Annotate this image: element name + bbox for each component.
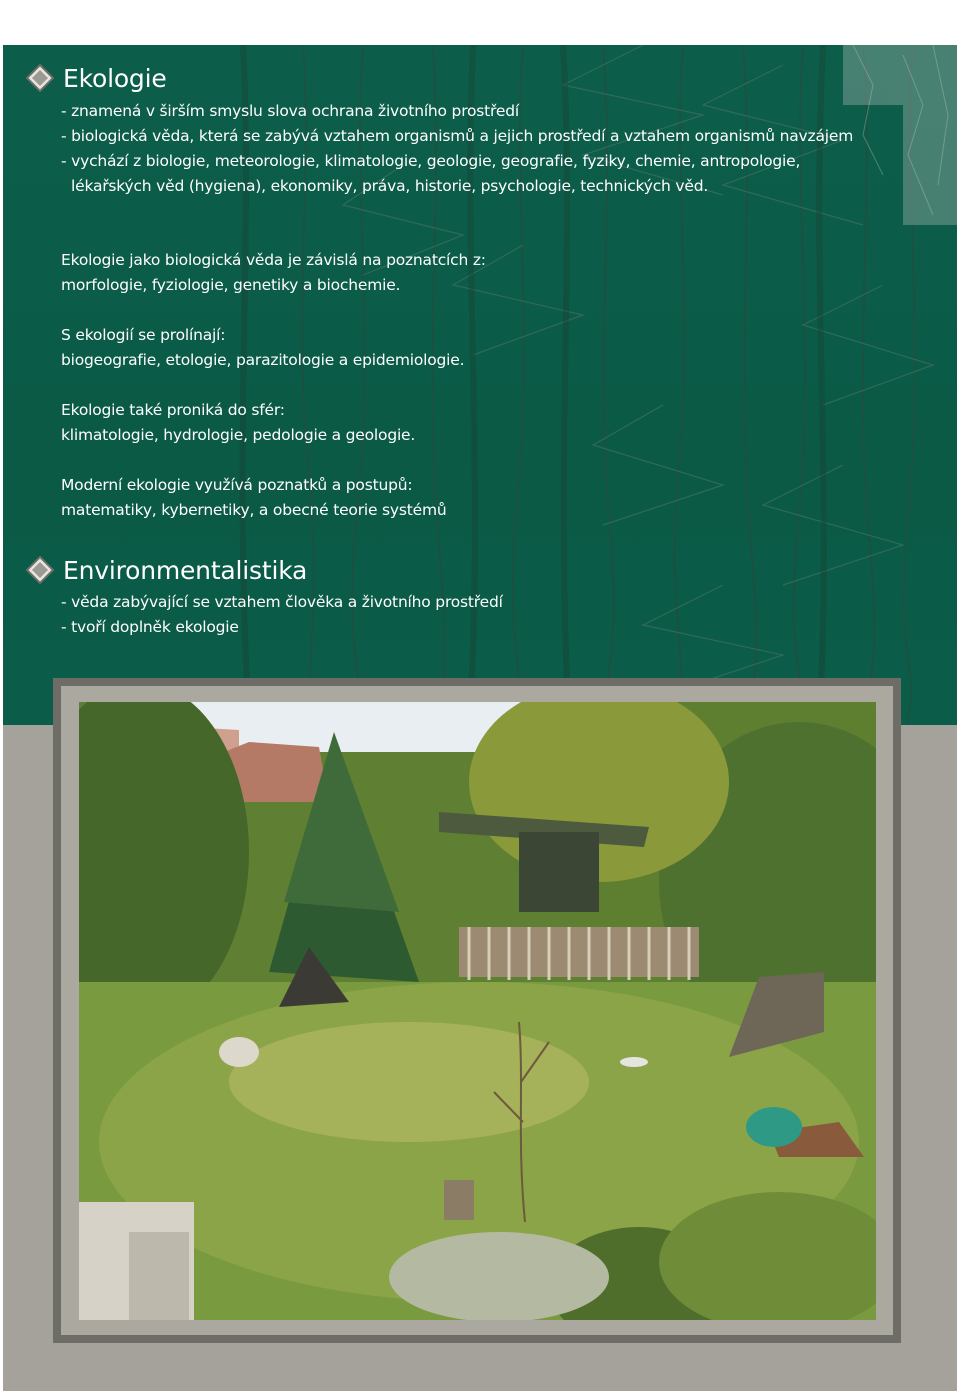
paragraph-overlap xyxy=(61,323,464,373)
environmentalism-title: Environmentalistika xyxy=(63,555,308,585)
paragraph-content: biogeografie, etologie, parazitologie a epidemiologie. xyxy=(61,351,465,369)
paragraph-content: klimatologie, hydrologie, pedologie a geologie. xyxy=(61,426,416,444)
paragraph-intro: Ekologie také proniká do sfér: xyxy=(61,401,285,419)
environmentalism-line-1: - věda zabývající se vztahem člověka a životního prostředí xyxy=(61,593,503,611)
paragraph-intro: S ekologií se prolínají: xyxy=(61,326,226,344)
ecology-definition-list xyxy=(61,99,853,199)
paragraph-content: matematiky, kybernetiky, a obecné teorie systémů xyxy=(61,501,447,519)
page xyxy=(3,45,957,1391)
ecology-heading xyxy=(25,63,167,93)
environmentalism-list xyxy=(61,590,503,640)
paragraph-intro: Moderní ekologie využívá poznatků a postupů: xyxy=(61,476,413,494)
text-content xyxy=(3,45,957,725)
ecology-line-3: - vychází z biologie, meteorologie, klimatologie, geologie, geografie, fyziky, chemie, antropologie, xyxy=(61,152,801,170)
ecology-line-1: - znamená v širším smyslu slova ochrana životního prostředí xyxy=(61,102,519,120)
paragraph-spheres xyxy=(61,398,415,448)
green-header-band xyxy=(3,45,957,725)
garden-photo xyxy=(79,702,876,1320)
paragraph-intro: Ekologie jako biologická věda je závislá na poznatcích z: xyxy=(61,251,486,269)
diamond-bullet-icon xyxy=(25,555,55,585)
ecology-line-2: - biologická věda, která se zabývá vztahem organismů a jejich prostředí a vztahem organismů navzájem xyxy=(61,127,854,145)
ecology-line-4: lékařských věd (hygiena), ekonomiky, práva, historie, psychologie, technických věd. xyxy=(71,177,709,195)
environmentalism-heading xyxy=(25,555,307,585)
paragraph-content: morfologie, fyziologie, genetiky a biochemie. xyxy=(61,276,401,294)
garden-photo-illustration xyxy=(79,702,876,1320)
environmentalism-line-2: - tvoří doplněk ekologie xyxy=(61,618,239,636)
paragraph-modern xyxy=(61,473,447,523)
diamond-bullet-icon xyxy=(25,63,55,93)
ecology-title: Ekologie xyxy=(63,63,167,93)
paragraph-dependency xyxy=(61,248,486,298)
